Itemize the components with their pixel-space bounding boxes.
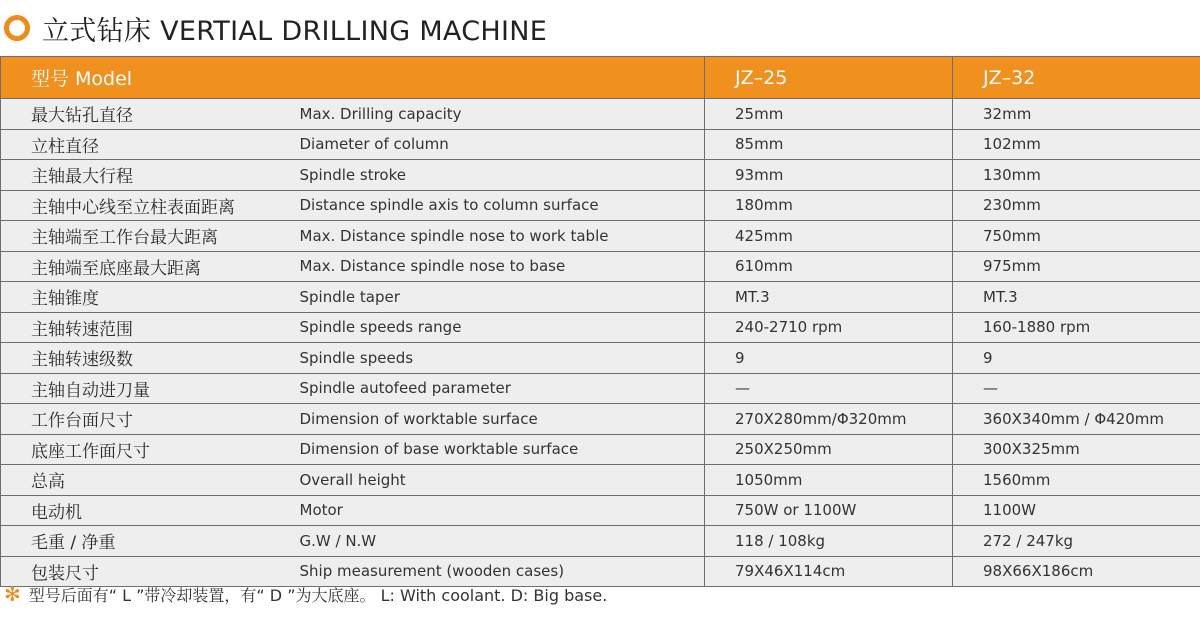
spec-value-jz25: 240-2710 rpm [705, 312, 953, 343]
spec-value-jz32: 272 / 247kg [953, 526, 1200, 557]
spec-name-en: Spindle speeds range [300, 312, 705, 343]
spec-value-jz32: — [953, 373, 1200, 404]
spec-value-jz25: MT.3 [705, 282, 953, 313]
spec-name-cn: 主轴转速级数 [1, 343, 300, 374]
title-bar [0, 0, 1200, 56]
header-jz32: JZ–32 [953, 57, 1200, 99]
spec-value-jz32: 750mm [953, 221, 1200, 252]
spec-value-jz25: 1050mm [705, 465, 953, 496]
spec-value-jz25: 118 / 108kg [705, 526, 953, 557]
spec-value-jz25: 250X250mm [705, 434, 953, 465]
table-row [1, 404, 1200, 435]
table-row [1, 373, 1200, 404]
spec-name-en: Max. Distance spindle nose to work table [300, 221, 705, 252]
spec-value-jz25: 180mm [705, 190, 953, 221]
spec-value-jz25: 93mm [705, 160, 953, 191]
spec-name-en: Spindle speeds [300, 343, 705, 374]
table-row [1, 129, 1200, 160]
spec-value-jz32: 1100W [953, 495, 1200, 526]
spec-name-cn: 主轴自动进刀量 [1, 373, 300, 404]
spec-value-jz25: 750W or 1100W [705, 495, 953, 526]
spec-name-cn: 主轴端至底座最大距离 [1, 251, 300, 282]
spec-value-jz32: 300X325mm [953, 434, 1200, 465]
spec-value-jz32: 360X340mm / Φ420mm [953, 404, 1200, 435]
spec-value-jz25: 79X46X114cm [705, 556, 953, 587]
spec-value-jz32: MT.3 [953, 282, 1200, 313]
spec-value-jz32: 98X66X186cm [953, 556, 1200, 587]
header-model: 型号 Model [1, 57, 705, 99]
table-row [1, 434, 1200, 465]
spec-name-cn: 底座工作面尺寸 [1, 434, 300, 465]
spec-name-cn: 工作台面尺寸 [1, 404, 300, 435]
spec-name-en: Diameter of column [300, 129, 705, 160]
spec-value-jz25: 425mm [705, 221, 953, 252]
spec-name-en: Max. Distance spindle nose to base [300, 251, 705, 282]
spec-value-jz32: 230mm [953, 190, 1200, 221]
spec-value-jz25: 9 [705, 343, 953, 374]
table-row [1, 160, 1200, 191]
spec-body [1, 99, 1200, 587]
table-row [1, 190, 1200, 221]
spec-value-jz25: 610mm [705, 251, 953, 282]
spec-name-cn: 电动机 [1, 495, 300, 526]
circle-bullet-icon [4, 15, 30, 41]
table-row [1, 282, 1200, 313]
spec-name-en: Motor [300, 495, 705, 526]
spec-name-cn: 总高 [1, 465, 300, 496]
table-row [1, 465, 1200, 496]
spec-name-cn: 立柱直径 [1, 129, 300, 160]
spec-name-en: Spindle taper [300, 282, 705, 313]
spec-name-en: Spindle autofeed parameter [300, 373, 705, 404]
spec-table [0, 56, 1200, 587]
spec-value-jz32: 975mm [953, 251, 1200, 282]
spec-value-jz25: 85mm [705, 129, 953, 160]
spec-name-cn: 毛重 / 净重 [1, 526, 300, 557]
spec-name-en: Spindle stroke [300, 160, 705, 191]
table-row [1, 526, 1200, 557]
spec-value-jz25: 270X280mm/Φ320mm [705, 404, 953, 435]
spec-name-cn: 主轴转速范围 [1, 312, 300, 343]
spec-value-jz32: 32mm [953, 99, 1200, 130]
table-row [1, 99, 1200, 130]
spec-name-cn: 包装尺寸 [1, 556, 300, 587]
spec-name-en: Dimension of base worktable surface [300, 434, 705, 465]
spec-value-jz32: 9 [953, 343, 1200, 374]
spec-value-jz32: 130mm [953, 160, 1200, 191]
asterisk-icon: ✻ [4, 582, 21, 606]
spec-name-cn: 主轴最大行程 [1, 160, 300, 191]
spec-value-jz25: 25mm [705, 99, 953, 130]
spec-name-cn: 主轴中心线至立柱表面距离 [1, 190, 300, 221]
spec-name-cn: 主轴锥度 [1, 282, 300, 313]
spec-name-en: Max. Drilling capacity [300, 99, 705, 130]
spec-name-en: Overall height [300, 465, 705, 496]
table-row [1, 251, 1200, 282]
spec-name-en: G.W / N.W [300, 526, 705, 557]
table-row [1, 221, 1200, 252]
spec-value-jz32: 160-1880 rpm [953, 312, 1200, 343]
spec-value-jz25: — [705, 373, 953, 404]
header-row [1, 57, 1200, 99]
footnote [0, 580, 1200, 608]
spec-name-cn: 主轴端至工作台最大距离 [1, 221, 300, 252]
spec-value-jz32: 102mm [953, 129, 1200, 160]
page-title: 立式钻床 VERTIAL DRILLING MACHINE [42, 15, 548, 47]
footnote-text: 型号后面有“ L ”带冷却装置，有“ D ”为大底座。 L: With coolant. D: Big base. [28, 585, 608, 605]
spec-name-en: Distance spindle axis to column surface [300, 190, 705, 221]
spec-name-cn: 最大钻孔直径 [1, 99, 300, 130]
spec-name-en: Ship measurement (wooden cases) [300, 556, 705, 587]
table-row [1, 343, 1200, 374]
table-row [1, 495, 1200, 526]
spec-name-en: Dimension of worktable surface [300, 404, 705, 435]
header-jz25: JZ–25 [705, 57, 953, 99]
spec-value-jz32: 1560mm [953, 465, 1200, 496]
table-row [1, 312, 1200, 343]
